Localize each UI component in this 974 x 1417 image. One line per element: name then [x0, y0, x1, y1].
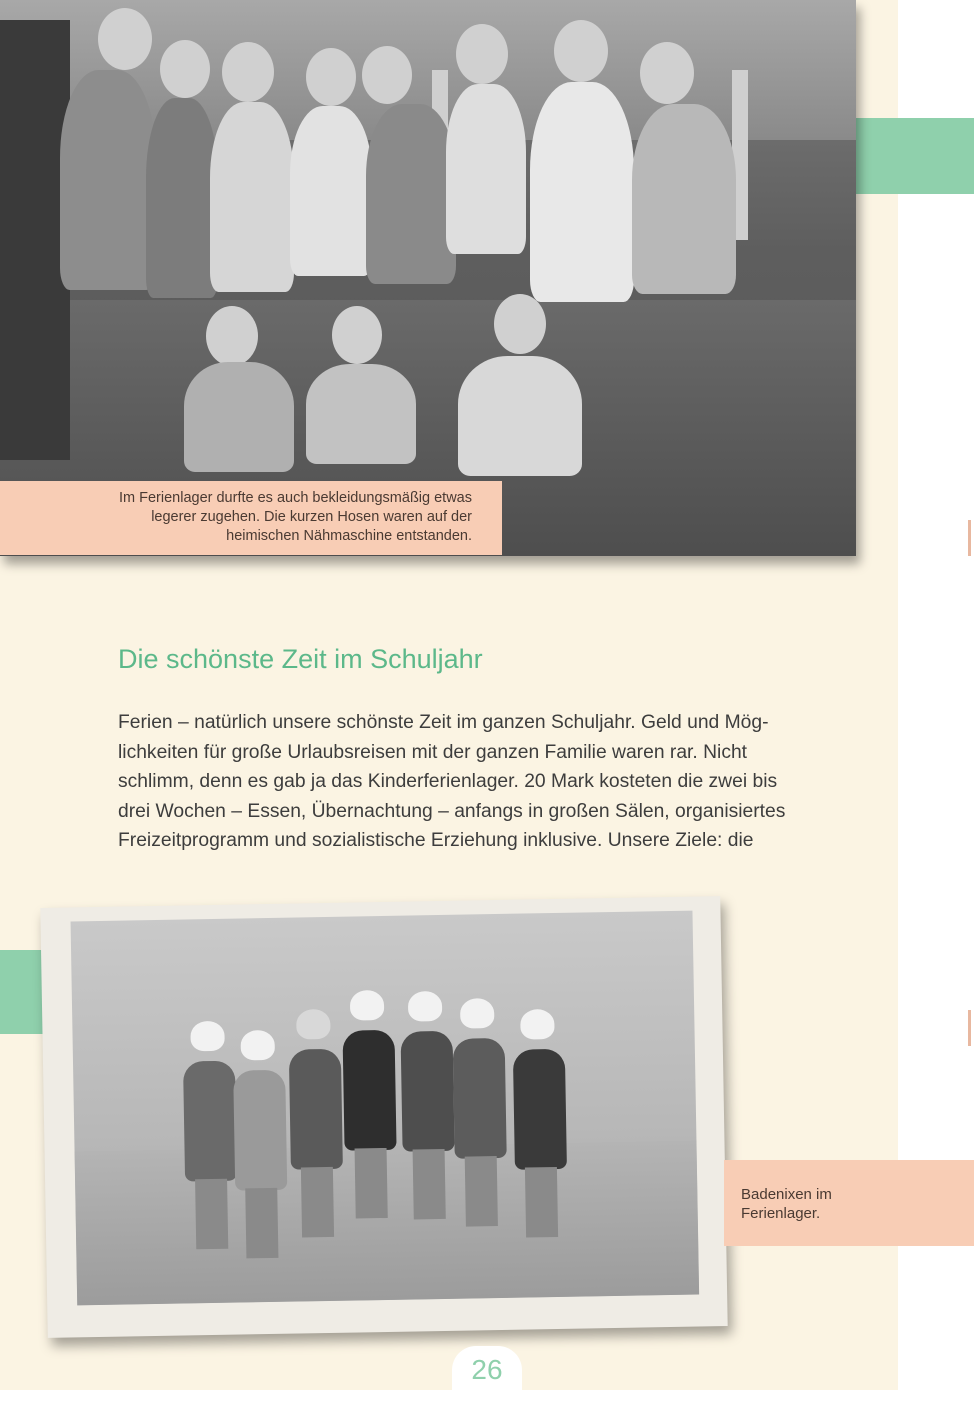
caption-line: Ferienlager. [741, 1205, 821, 1222]
swimsuit [453, 1038, 507, 1159]
photo-person [146, 98, 218, 298]
photo-person [640, 42, 694, 104]
section-heading: Die schönste Zeit im Schuljahr [118, 644, 483, 674]
page-number-tab [452, 1346, 522, 1396]
swimsuit [513, 1049, 567, 1170]
photo-person [290, 106, 372, 276]
swimsuit [401, 1031, 455, 1152]
photo-legs [525, 1167, 558, 1238]
swim-cap [460, 998, 495, 1029]
group-photo-ferienlager [0, 0, 856, 556]
bottom-photo-caption [724, 1160, 974, 1246]
swim-cap [296, 1009, 331, 1040]
photo-person [362, 46, 412, 104]
photo-person [446, 84, 526, 254]
swim-cap [520, 1009, 555, 1040]
photo-person [206, 306, 258, 366]
top-photo-caption-text [32, 489, 472, 546]
caption-line: Badenixen im [741, 1186, 832, 1203]
photo-person [632, 104, 736, 294]
photo-legs [195, 1179, 228, 1250]
photo-legs [413, 1149, 446, 1220]
photo-person [458, 356, 582, 476]
page-number: 26 [471, 1354, 503, 1385]
body-line: drei Wochen – Essen, Übernachtung – anfangs in großen Sälen, organisiertes [118, 800, 786, 822]
photo-person [366, 104, 456, 284]
body-line: Ferien – natürlich unsere schönste Zeit im ganzen Schuljahr. Geld und Mög- [118, 712, 769, 733]
body-line: Freizeitprogramm und sozialistische Erziehung inklusive. Unsere Ziele: die [118, 830, 754, 851]
caption-line: heimischen Nähmaschine entstanden. [226, 528, 472, 544]
photo-person [306, 48, 356, 106]
body-line: schlimm, denn es gab ja das Kinderferienlager. 20 Mark kosteten die zwei bis [118, 771, 778, 792]
swimmers-photo-frame [40, 896, 727, 1338]
caption-line: Im Ferienlager durfte es auch bekleidungsmäßig etwas [118, 490, 472, 506]
swimsuit [233, 1070, 287, 1191]
photo-person [554, 20, 608, 82]
photo-person [160, 40, 210, 98]
swimmers-photo [71, 911, 700, 1306]
photo-person [60, 70, 156, 290]
photo-person [332, 306, 382, 364]
edge-mark [968, 520, 971, 556]
photo-legs [465, 1156, 498, 1227]
swimsuit [289, 1049, 343, 1170]
photo-person [222, 42, 274, 102]
photo-person [530, 82, 634, 302]
body-line: lichkeiten für große Urlaubsreisen mit der ganzen Familie waren rar. Nicht [118, 741, 748, 763]
swim-cap [350, 990, 385, 1021]
photo-legs [245, 1188, 278, 1259]
accent-tab-right [856, 118, 974, 194]
photo-person [456, 24, 508, 84]
swim-cap [408, 991, 443, 1022]
photo-legs [301, 1167, 334, 1238]
bottom-photo-caption-text [741, 1185, 961, 1223]
top-photo-caption [0, 481, 502, 555]
swim-cap [190, 1021, 225, 1052]
swimsuit [342, 1030, 396, 1151]
edge-mark [968, 1010, 971, 1046]
body-paragraph [118, 708, 853, 856]
photo-person [184, 362, 294, 472]
swim-cap [240, 1030, 275, 1061]
photo-person [210, 102, 294, 292]
swimsuit [183, 1061, 237, 1182]
photo-person [306, 364, 416, 464]
photo-person [494, 294, 546, 354]
photo-legs [355, 1148, 388, 1219]
caption-line: legerer zugehen. Die kurzen Hosen waren auf der [151, 509, 472, 525]
photo-person [98, 8, 152, 70]
